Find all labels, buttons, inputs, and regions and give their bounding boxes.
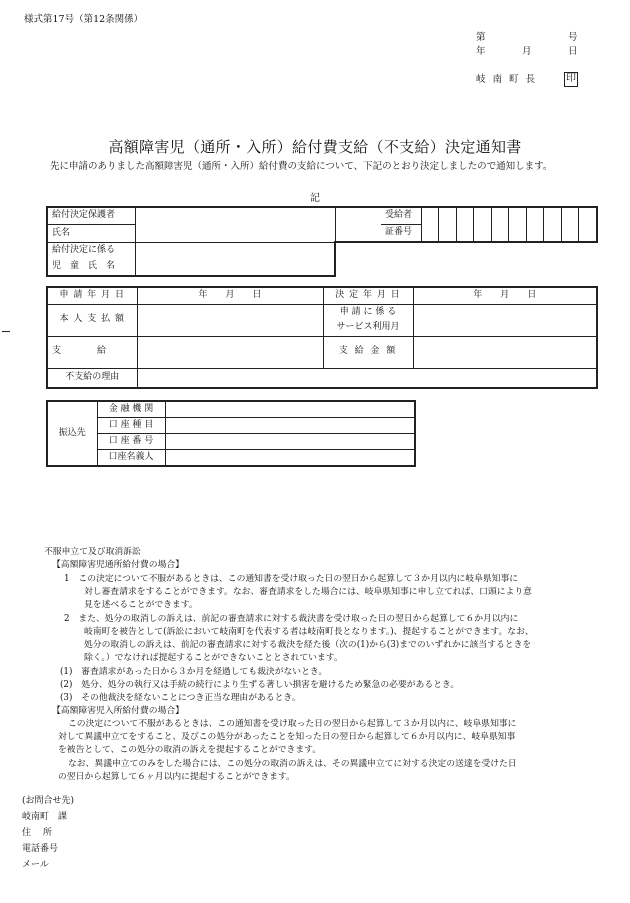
contact-phone: 電話番号: [22, 844, 59, 854]
note-item-2: (2) 処分、処分の執行又は手続の続行により生ずる著しい損害を避けるため緊急の必要があるとき。: [60, 680, 460, 690]
self-pay-value[interactable]: [137, 304, 323, 336]
recipient-digit-cell[interactable]: [509, 207, 527, 242]
guardian-label-top: 給付決定保護者: [47, 207, 135, 225]
note-p2-line1: 2 また、処分の取消しの訴えは、前記の審査請求に対する裁決書を受け取った日の翌日から起算して６か月以内に: [64, 614, 519, 624]
decision-date-value[interactable]: 年 月 日: [413, 287, 597, 304]
note-item-3: (3) その他裁決を経ないことにつき正当な理由があるとき。: [60, 693, 301, 703]
intro-text: 先に申請のありました高額障害児（通所・入所）給付費の支給について、下記のとおり決定しましたので通知します。: [50, 161, 553, 172]
header-tsuki: 月: [522, 46, 532, 57]
recipient-digit-cell[interactable]: [421, 207, 439, 242]
bank-value[interactable]: [165, 401, 415, 418]
ki-label: 記: [310, 193, 320, 204]
header-go: 号: [568, 32, 578, 43]
decision-table: [46, 286, 598, 389]
self-pay-label: 本 人 支 払 額: [47, 304, 137, 336]
contact-address: 住 所: [22, 828, 52, 838]
apply-date-label: 申 請 年 月 日: [47, 287, 137, 304]
note-q2-line1: なお、異議申立てのみをした場合には、この処分の取消の訴えは、その異議申立てに対する決定の送達を受けた日: [68, 759, 517, 769]
recipient-digit-cell[interactable]: [439, 207, 457, 242]
contact-mail: メール: [22, 860, 49, 870]
service-month-label-top: 申 請 に 係 る: [339, 306, 397, 317]
note-q1-line1: この決定について不服があるときは、この通知書を受け取った日の翌日から起算して３か月以内に、岐阜県知事に: [68, 719, 517, 729]
recipient-digit-cell[interactable]: [526, 207, 544, 242]
document-title: 高額障害児（通所・入所）給付費支給（不支給）決定通知書: [108, 138, 522, 156]
note-q2-line2: の翌日から起算して６ヶ月以内に提起することができます。: [58, 772, 295, 782]
furikomi-label: 振込先: [47, 401, 97, 466]
account-holder-label: 口座名義人: [97, 450, 165, 467]
recipient-label-bottom: 証番号: [381, 225, 421, 243]
note-p1-line2: 対し審査請求をすることができます。なお、審査請求をした場合には、岐阜県知事に申し立てれば、口頭により意: [84, 587, 532, 597]
amount-label: 支 給 金 額: [323, 336, 413, 368]
guardian-label-bottom: 氏名: [47, 225, 135, 243]
spacer-cell: [335, 207, 381, 242]
bank-transfer-table: [46, 400, 416, 467]
note-q1-line2: 対して異議申立てをすること、及びこの処分があったことを知った日の翌日から起算して６か月以内に、岐阜県知事: [58, 732, 516, 742]
bank-label: 金 融 機 関: [97, 401, 165, 418]
issuer-name: 岐 南 町 長: [476, 74, 538, 85]
account-holder-value[interactable]: [165, 450, 415, 467]
header-nen: 年: [476, 46, 486, 57]
contact-heading: (お問合せ先): [22, 796, 75, 806]
note-q1-line3: を被告として、この処分の取消の訴えを提起することができます。: [58, 745, 322, 755]
margin-tick: [2, 331, 10, 332]
recipient-digit-cell[interactable]: [561, 207, 579, 242]
contact-dept: 岐南町 課: [22, 812, 68, 822]
child-label-bottom: 児 童 氏 名: [47, 259, 135, 276]
note-item-1: (1) 審査請求があった日から３か月を経過しても裁決がないとき。: [60, 667, 328, 677]
amount-value[interactable]: [413, 336, 597, 368]
reason-value[interactable]: [137, 368, 597, 388]
recipient-label-top: 受給者: [381, 207, 421, 225]
service-month-label-bottom: サービス利用月: [336, 322, 400, 332]
note-p1-line3: 見を述べることができます。: [84, 600, 198, 610]
service-month-value[interactable]: [413, 304, 597, 336]
header-dai: 第: [476, 32, 486, 43]
notes-section-1: 【高額障害児通所給付費の場合】: [52, 560, 184, 570]
notes-section-2: 【高額障害児入所給付費の場合】: [52, 706, 184, 716]
notes-heading: 不服申立て及び取消訴訟: [44, 547, 141, 557]
payment-label: 支 給: [47, 336, 137, 368]
recipient-digit-cell[interactable]: [456, 207, 474, 242]
recipient-digit-cell[interactable]: [491, 207, 509, 242]
decision-date-label: 決 定 年 月 日: [323, 287, 413, 304]
header-hi: 日: [568, 46, 578, 57]
guardian-name-cell[interactable]: [135, 207, 335, 242]
recipient-digit-cell[interactable]: [579, 207, 598, 242]
account-number-value[interactable]: [165, 434, 415, 450]
recipient-digit-cell[interactable]: [474, 207, 492, 242]
note-p2-line2: 岐南町を被告として(訴訟において岐南町を代表する者は岐南町長となります。)、提起することができます。なお、: [84, 627, 534, 637]
child-name-cell[interactable]: [135, 242, 335, 276]
payment-value[interactable]: [137, 336, 323, 368]
recipient-table: [46, 206, 598, 277]
recipient-digit-cell[interactable]: [544, 207, 562, 242]
account-number-label: 口 座 番 号: [97, 434, 165, 450]
note-p2-line4: 除く。）でなければ提起することができないこととされています。: [84, 653, 343, 663]
note-p1-line1: 1 この決定について不服があるときは、この通知書を受け取った日の翌日から起算して３か月以内に岐阜県知事に: [64, 574, 519, 584]
seal-mark: 印: [564, 72, 578, 87]
account-type-label: 口 座 種 目: [97, 418, 165, 434]
note-p2-line3: 処分の取消しの訴えは、前記の審査請求に対する裁決を経た後（次の(1)から(3)までのいずれかに該当するときを: [84, 640, 532, 650]
child-label-top: 給付決定に係る: [47, 242, 135, 259]
blank-area: [335, 242, 597, 276]
form-number: 様式第17号（第12条関係）: [24, 14, 144, 25]
apply-date-value[interactable]: 年 月 日: [137, 287, 323, 304]
account-type-value[interactable]: [165, 418, 415, 434]
reason-label: 不支給の理由: [47, 368, 137, 388]
